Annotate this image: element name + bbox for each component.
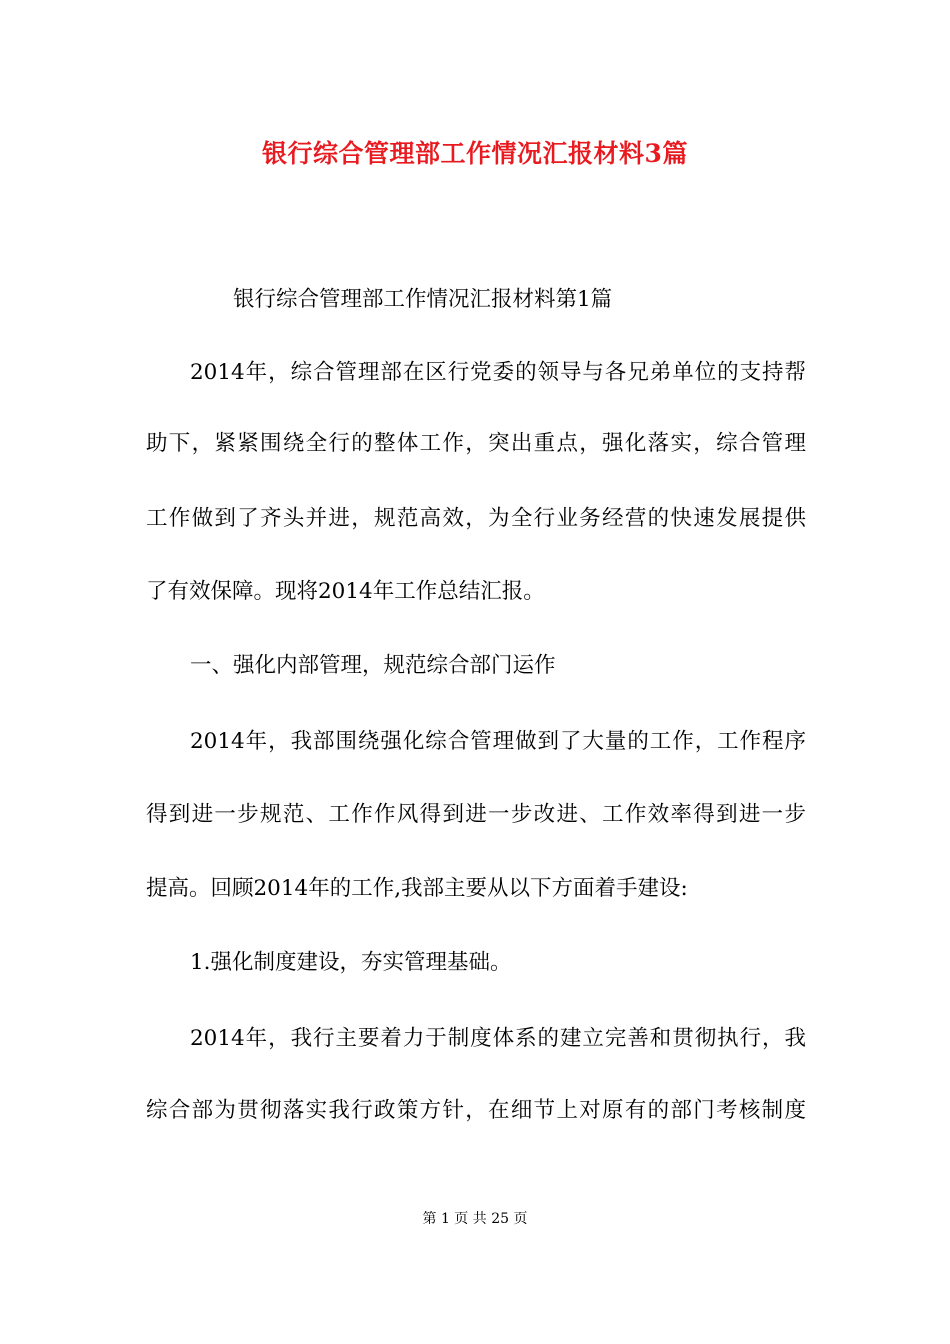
section-heading: 一、强化内部管理，规范综合部门运作 — [190, 653, 556, 678]
subsection-heading: 1.强化制度建设，夯实管理基础。 — [190, 950, 512, 975]
document-title: 银行综合管理部工作情况汇报材料3篇 — [262, 139, 688, 168]
paragraph-line: 了有效保障。现将2014年工作总结汇报。 — [146, 579, 545, 604]
paragraph-line: 提高。回顾2014年的工作,我部主要从以下方面着手建设: — [146, 876, 688, 901]
paragraph-line: 工作做到了齐头并进，规范高效，为全行业务经营的快速发展提供 — [146, 506, 806, 531]
paragraph-line: 2014年，我部围绕强化综合管理做到了大量的工作，工作程序 — [190, 729, 806, 754]
paragraph-line: 2014年，综合管理部在区行党委的领导与各兄弟单位的支持帮 — [190, 360, 806, 385]
subtitle-line: 银行综合管理部工作情况汇报材料第1篇 — [233, 287, 613, 312]
paragraph-line: 2014年，我行主要着力于制度体系的建立完善和贯彻执行，我 — [190, 1026, 806, 1051]
page-number-footer: 第 1 页 共 25 页 — [422, 1211, 528, 1227]
paragraph-line: 得到进一步规范、工作作风得到进一步改进、工作效率得到进一步 — [146, 802, 806, 827]
paragraph-line: 综合部为贯彻落实我行政策方针，在细节上对原有的部门考核制度 — [146, 1098, 806, 1123]
paragraph-line: 助下，紧紧围绕全行的整体工作，突出重点，强化落实，综合管理 — [146, 431, 806, 456]
